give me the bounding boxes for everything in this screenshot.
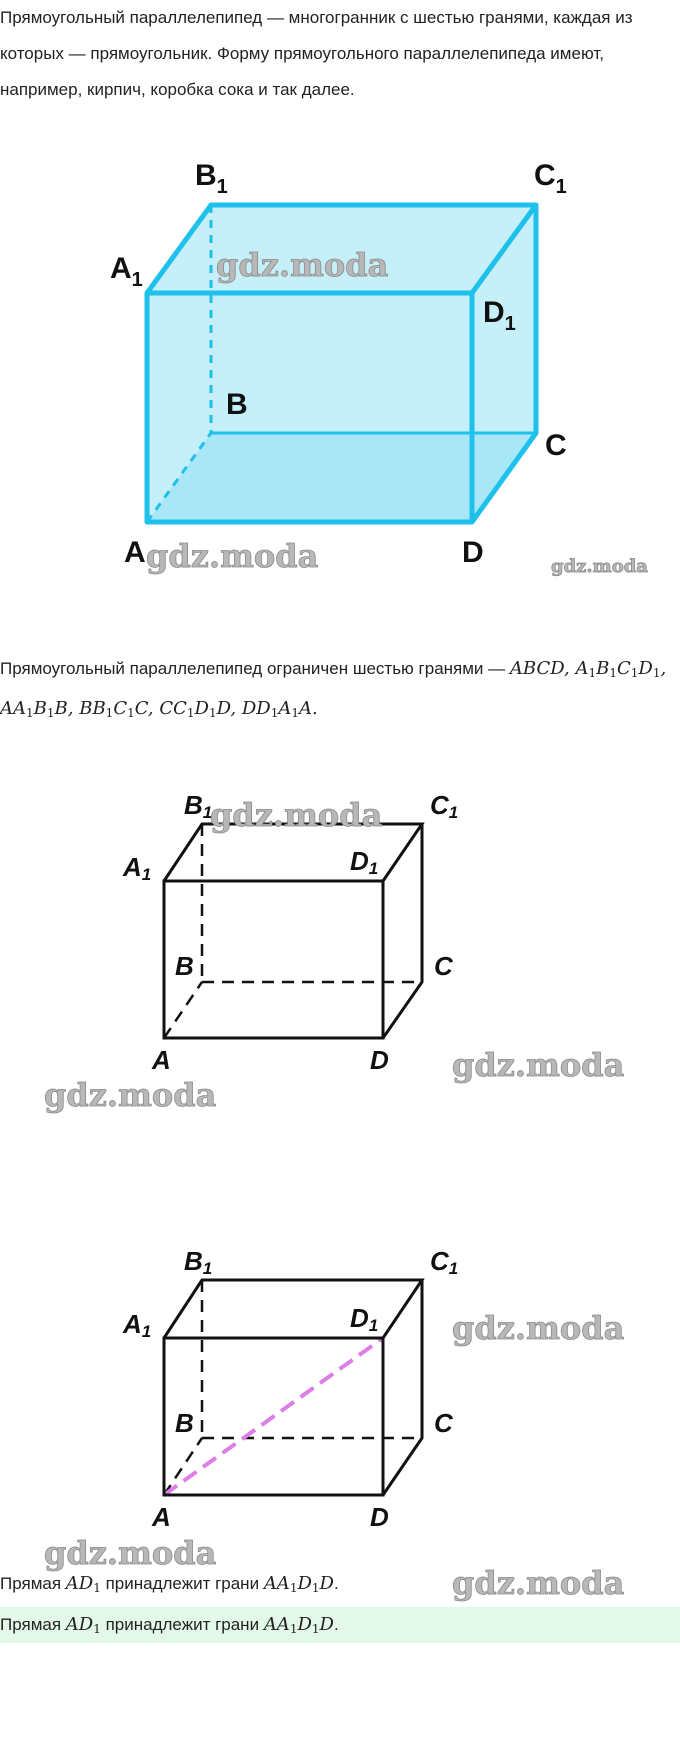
watermark: gdz.moda	[452, 1046, 625, 1084]
watermark: gdz.moda	[44, 1076, 217, 1114]
box-right-edges	[383, 824, 422, 1038]
face-name: ABCD,	[509, 658, 576, 679]
label-c: C	[434, 951, 453, 981]
face-name: $DD_1A_1A$.	[241, 698, 318, 720]
label-c: C	[545, 429, 567, 462]
label-b1: B1	[184, 1246, 213, 1278]
label-d1: D1	[350, 1303, 379, 1335]
label-a1: A1	[123, 1309, 152, 1341]
label-b1: B1	[184, 790, 213, 822]
watermark: gdz.moda	[44, 1534, 217, 1572]
label-a1: $A_1$	[110, 252, 143, 291]
watermark: gdz.moda	[146, 537, 319, 575]
label-d1: D1	[350, 846, 379, 878]
label-b: B	[175, 951, 194, 981]
label-b: B	[226, 388, 248, 421]
label-a: A	[152, 1045, 171, 1075]
face-name: $BB_1C_1C$,	[79, 698, 160, 720]
watermark: gdz.moda	[452, 1309, 625, 1347]
face-name: $A_1B_1C_1D_1$,	[575, 658, 667, 680]
figure-wireframe-parallelepiped	[0, 780, 680, 1120]
line-statement-highlighted: Прямая $AD_1$ принадлежит грани $AA_1D_1D$.	[0, 1614, 339, 1636]
label-c1: $C_1$	[534, 159, 567, 198]
box-right-edges	[383, 1280, 422, 1495]
figure-colored-parallelepiped	[0, 150, 680, 590]
label-a: A	[152, 1502, 171, 1532]
label-b: B	[175, 1408, 194, 1438]
watermark: gdz.moda	[551, 556, 648, 577]
faces-text: Прямоугольный параллелепипед ограничен шестью гранями —	[0, 659, 506, 678]
watermark: gdz.moda	[452, 1564, 625, 1602]
box-front-edges	[164, 881, 383, 1038]
label-c: C	[434, 1408, 453, 1438]
face-name: $AA_1B_1B$,	[0, 698, 80, 720]
intro-paragraph: Прямоугольный параллелепипед — многогранник с шестью гранями, каждая из которых — прямоугольник. Форму прямоугольного параллелепипеда имеют, например, кирпич, коробка сока и так далее.	[0, 8, 633, 99]
figure-diagonal-parallelepiped	[0, 1225, 680, 1605]
label-d1: $D_1$	[483, 296, 516, 335]
label-a1: A1	[123, 852, 152, 884]
label-c1: C1	[430, 790, 459, 822]
label-d: D	[370, 1045, 389, 1075]
label-b1: $B_1$	[195, 159, 228, 198]
face-name: $CC_1D_1D$,	[159, 698, 242, 720]
hidden-edge-ab	[164, 1438, 202, 1495]
diagonal-ad1	[164, 1338, 383, 1495]
label-a: A	[124, 536, 146, 569]
label-c1: C1	[430, 1246, 459, 1278]
label-d: D	[462, 536, 484, 569]
watermark: gdz.moda	[210, 796, 383, 834]
box-bottom-face	[147, 433, 536, 522]
faces-paragraph	[0, 651, 676, 731]
watermark: gdz.moda	[216, 246, 389, 284]
label-d: D	[370, 1502, 389, 1532]
line-statement: Прямая $AD_1$ принадлежит грани $AA_1D_1D$.	[0, 1573, 339, 1595]
hidden-edge-ab	[164, 982, 202, 1038]
